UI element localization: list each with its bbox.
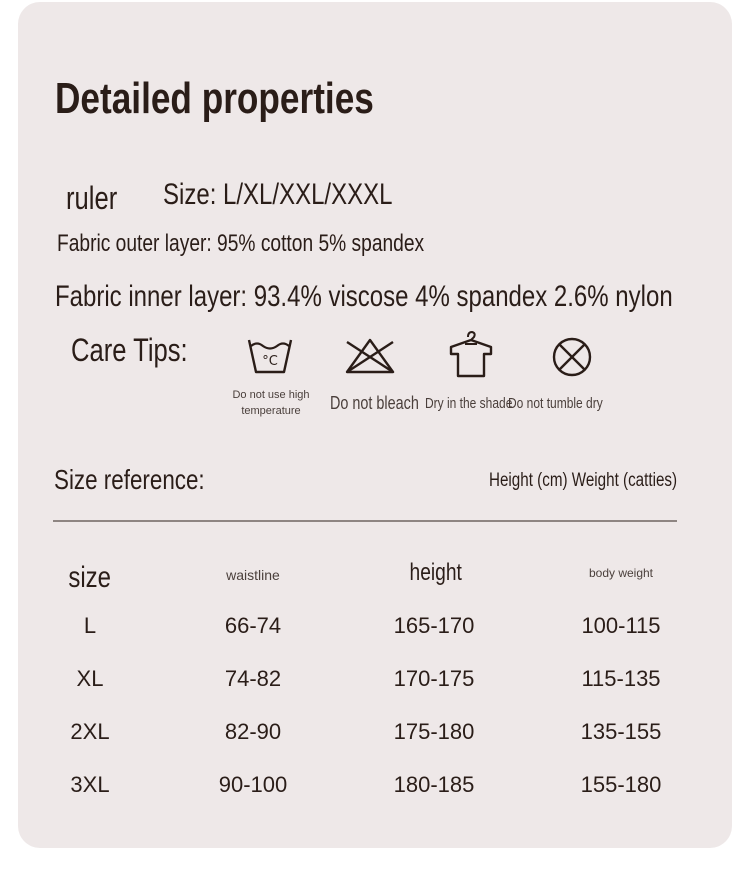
table-cell-body-weight: 115-135	[581, 666, 661, 691]
shade-dry-icon	[448, 330, 494, 378]
wash-basin-icon	[246, 334, 294, 378]
table-cell-body-weight: 100-115	[581, 613, 661, 638]
table-cell-height: 170-175	[393, 666, 475, 691]
ruler-label: ruler	[66, 180, 118, 216]
table-cell-body-weight: 135-155	[580, 719, 662, 744]
no-tumble-dry-icon	[551, 336, 593, 378]
size-reference-title: Size reference:	[54, 464, 205, 495]
table-cell-size: 2XL	[70, 719, 110, 744]
table-cell-body-weight: 155-180	[580, 772, 662, 797]
table-cell-size: XL	[76, 666, 104, 691]
table-cell-height: 165-170	[393, 613, 475, 638]
table-cell-waistline: 82-90	[224, 719, 282, 744]
temperature-symbol: °C	[262, 354, 278, 369]
table-cell-size: L	[83, 613, 97, 638]
size-options: Size: L/XL/XXL/XXXL	[163, 178, 393, 211]
table-cell-height: 180-185	[393, 772, 475, 797]
table-cell-size: 3XL	[70, 772, 110, 797]
table-header-waistline: waistline	[226, 567, 280, 583]
table-header-size: size	[68, 561, 112, 594]
care-tips-title: Care Tips:	[71, 332, 188, 368]
care-label-no-tumble-dry: Do not tumble dry	[508, 395, 603, 412]
size-reference-units: Height (cm) Weight (catties)	[489, 470, 678, 491]
table-header-body-weight: body weight	[588, 566, 654, 580]
table-cell-height: 175-180	[393, 719, 475, 744]
table-cell-waistline: 74-82	[224, 666, 282, 691]
fabric-outer-layer: Fabric outer layer: 95% cotton 5% spandex	[57, 230, 425, 257]
no-bleach-icon	[344, 337, 396, 375]
divider	[53, 520, 677, 522]
care-label-no-bleach: Do not bleach	[330, 393, 419, 413]
table-cell-waistline: 90-100	[218, 772, 288, 797]
table-cell-waistline: 66-74	[224, 613, 282, 638]
page-title: Detailed properties	[55, 74, 374, 123]
fabric-inner-layer: Fabric inner layer: 93.4% viscose 4% spandex 2.6% nylon	[55, 280, 673, 313]
care-label-high-temp: Do not use high temperature	[232, 389, 310, 417]
care-label-shade-dry: Dry in the shade	[425, 395, 513, 412]
table-header-height: height	[409, 559, 463, 586]
